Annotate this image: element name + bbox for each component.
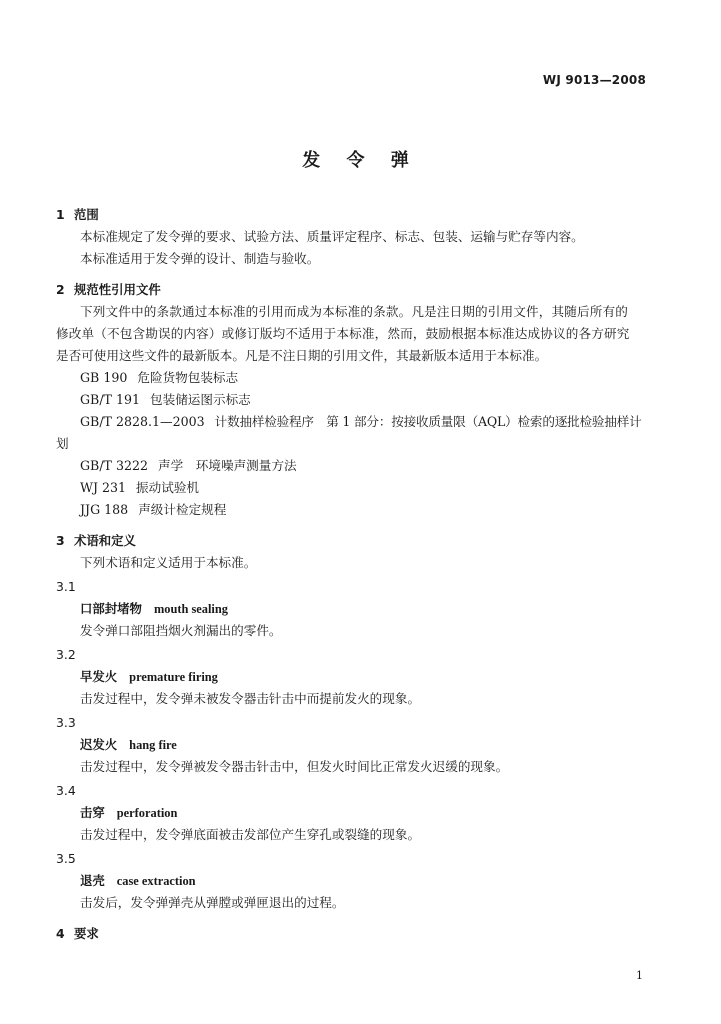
reference-name: 声学 环境噪声测量方法: [158, 458, 297, 473]
term-number: 3.5: [56, 851, 76, 866]
term-number: 3.2: [56, 647, 76, 662]
term-cn: 早发火: [80, 669, 118, 684]
term-heading: [56, 802, 652, 824]
term-cn: 口部封堵物: [80, 601, 142, 616]
section-title: 要求: [74, 926, 99, 941]
section-4-heading: [56, 923, 652, 945]
reference-item: [56, 411, 652, 455]
section-2-heading: [56, 279, 652, 301]
reference-name: 计数抽样检验程序 第 1 部分：按接收质量限（AQL）检索的逐批检验抽样计: [214, 414, 642, 429]
section-number: 2: [56, 282, 65, 297]
section-3-heading: [56, 530, 652, 552]
term-definition: 击发过程中，发令弹被发令器击针击中，但发火时间比正常发火迟缓的现象。: [80, 759, 509, 774]
paragraph: 本标准规定了发令弹的要求、试验方法、质量评定程序、标志、包装、运输与贮存等内容。: [80, 229, 584, 244]
reference-item: [56, 477, 652, 499]
reference-name: 包装储运图示标志: [150, 392, 251, 407]
page-number: 1: [636, 969, 643, 982]
standard-code: WJ 9013—2008: [542, 73, 646, 87]
paragraph-line: 修改单（不包含勘误的内容）或修订版均不适用于本标准，然而，鼓励根据本标准达成协议的各方研究: [56, 326, 630, 341]
paragraph: 下列术语和定义适用于本标准。: [80, 555, 257, 570]
term-cn: 退壳: [80, 873, 105, 888]
reference-code: WJ 231: [80, 480, 127, 495]
term-definition: 击发过程中，发令弹底面被击发部位产生穿孔或裂缝的现象。: [80, 827, 421, 842]
reference-code: GB/T 191: [80, 392, 140, 407]
reference-item: [56, 499, 652, 521]
term-en: hang fire: [129, 738, 177, 752]
section-number: 4: [56, 926, 65, 941]
term-definition: 发令弹口部阻挡烟火剂漏出的零件。: [80, 623, 282, 638]
term-number: 3.4: [56, 783, 76, 798]
reference-code: GB/T 2828.1—2003: [80, 414, 205, 429]
reference-item: [56, 455, 652, 477]
term-definition: 击发过程中，发令弹未被发令器击针击中而提前发火的现象。: [80, 691, 421, 706]
section-1-heading: [56, 204, 652, 226]
term-en: mouth sealing: [153, 602, 228, 616]
term-heading: [56, 734, 652, 756]
reference-name: 振动试验机: [136, 480, 200, 495]
section-number: 3: [56, 533, 65, 548]
term-heading: [56, 598, 652, 620]
reference-code: JJG 188: [80, 502, 129, 517]
document-title: 发 令 弹: [302, 150, 419, 171]
section-title: 范围: [74, 207, 99, 222]
term-heading: [56, 666, 652, 688]
paragraph-line: 下列文件中的条款通过本标准的引用而成为本标准的条款。凡是注日期的引用文件，其随后所有的: [80, 304, 628, 319]
paragraph: 本标准适用于发令弹的设计、制造与验收。: [80, 251, 320, 266]
term-number: 3.1: [56, 579, 76, 594]
term-en: premature firing: [129, 670, 218, 684]
term-cn: 击穿: [80, 805, 105, 820]
reference-code: GB 190: [80, 370, 128, 385]
reference-name: 声级计检定规程: [138, 502, 227, 517]
reference-name-wrap: 划: [56, 436, 69, 451]
reference-name: 危险货物包装标志: [137, 370, 239, 385]
paragraph-line: 是否可使用这些文件的最新版本。凡是不注日期的引用文件，其最新版本适用于本标准。: [56, 348, 548, 363]
reference-code: GB/T 3222: [80, 458, 149, 473]
document-body: [56, 204, 652, 945]
section-number: 1: [56, 207, 65, 222]
section-title: 规范性引用文件: [74, 282, 161, 297]
section-title: 术语和定义: [74, 533, 136, 548]
term-en: perforation: [116, 806, 178, 820]
term-definition: 击发后，发令弹弹壳从弹膛或弹匣退出的过程。: [80, 895, 345, 910]
reference-item: [56, 389, 652, 411]
term-cn: 迟发火: [80, 737, 118, 752]
term-heading: [56, 870, 652, 892]
reference-item: [56, 367, 652, 389]
term-number: 3.3: [56, 715, 76, 730]
term-en: case extraction: [116, 874, 196, 888]
